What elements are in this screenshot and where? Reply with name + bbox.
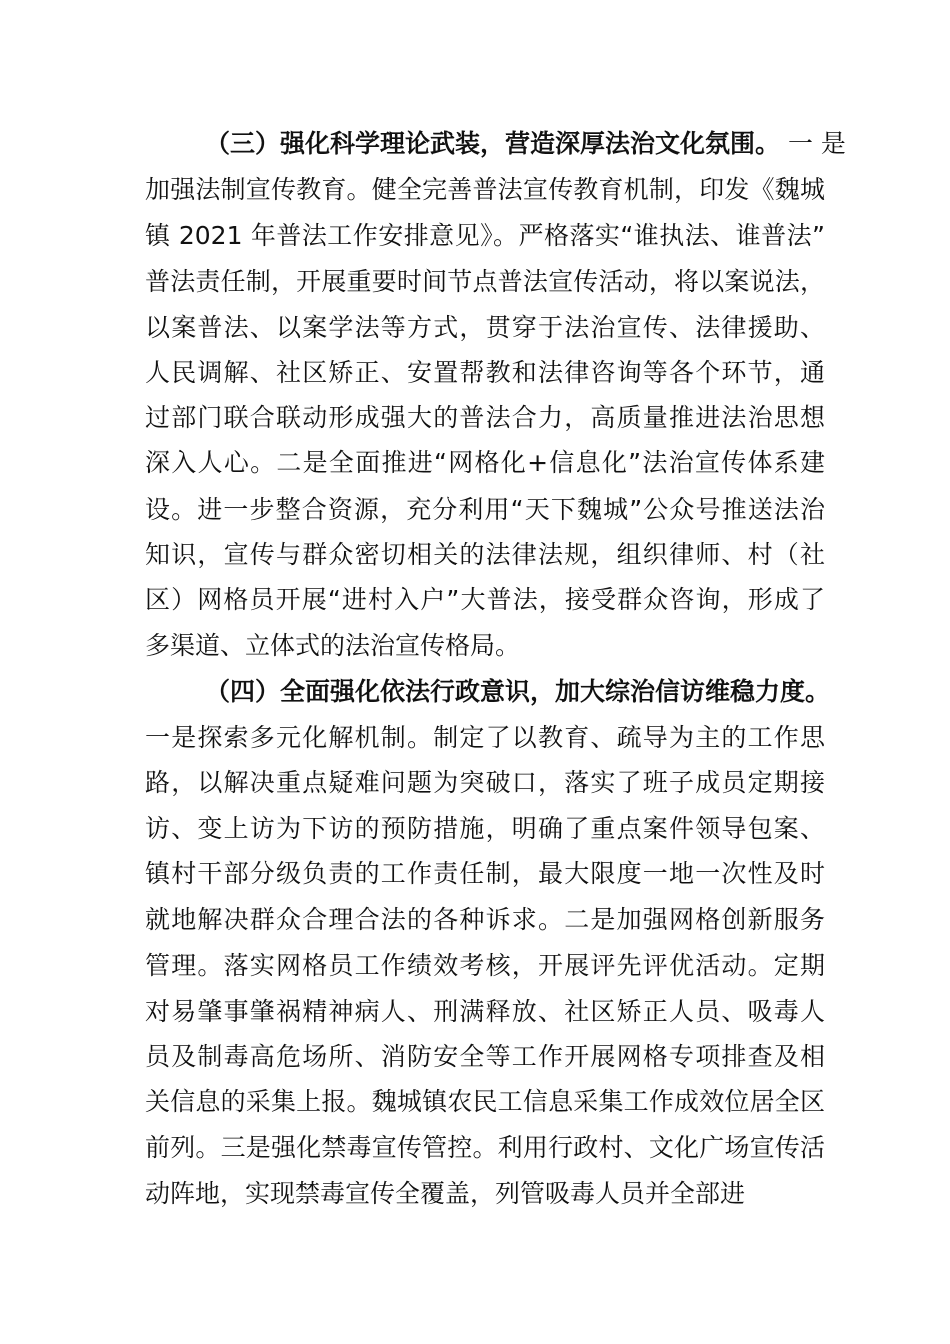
paragraph-line: 过部门联合联动形成强大的普法合力，高质量推进法治思想 <box>145 403 825 432</box>
paragraph-line: 深入人心。二是全面推进“网格化+信息化”法治宣传体系建 <box>145 448 825 477</box>
paragraph-line: 普法责任制，开展重要时间节点普法宣传活动，将以案说法， <box>145 267 825 296</box>
paragraph-line: 镇村干部分级负责的工作责任制，最大限度一地一次性及时 <box>145 859 825 888</box>
section-4-first-line <box>205 672 831 712</box>
paragraph-line: 人民调解、社区矫正、安置帮教和法律咨询等各个环节，通 <box>145 358 825 387</box>
section-4-heading: （四）全面强化依法行政意识，加大综治信访维稳力度。 <box>205 677 831 706</box>
section-3-first-line <box>205 124 846 164</box>
paragraph-line: 管理。落实网格员工作绩效考核，开展评先评优活动。定期 <box>145 951 825 980</box>
paragraph-line: 关信息的采集上报。魏城镇农民工信息采集工作成效位居全区 <box>145 1087 825 1116</box>
paragraph-line: 前列。三是强化禁毒宣传管控。利用行政村、文化广场宣传活 <box>145 1133 825 1162</box>
paragraph-line: 员及制毒高危场所、消防安全等工作开展网格专项排查及相 <box>145 1042 825 1071</box>
paragraph-line: 以案普法、以案学法等方式，贯穿于法治宣传、法律援助、 <box>145 313 825 342</box>
paragraph-line: 就地解决群众合理合法的各种诉求。二是加强网格创新服务 <box>145 905 825 934</box>
paragraph-line: 设。进一步整合资源，充分利用“天下魏城”公众号推送法治 <box>145 495 825 524</box>
paragraph-line: 知识，宣传与群众密切相关的法律法规，组织律师、村（社 <box>145 540 825 569</box>
paragraph-line: 镇 2021 年普法工作安排意见》。严格落实“谁执法、谁普法” <box>145 221 825 250</box>
paragraph-line: 加强法制宣传教育。健全完善普法宣传教育机制，印发《魏城 <box>145 175 825 204</box>
section-3-heading-tail: 一 是 <box>787 129 846 158</box>
paragraph-line: 区）网格员开展“进村入户”大普法，接受群众咨询，形成了 <box>145 585 825 614</box>
paragraph-line: 一是探索多元化解机制。制定了以教育、疏导为主的工作思 <box>145 723 825 752</box>
paragraph-line: 路，以解决重点疑难问题为突破口，落实了班子成员定期接 <box>145 768 825 797</box>
paragraph-line: 访、变上访为下访的预防措施，明确了重点案件领导包案、 <box>145 814 825 843</box>
section-3-heading: （三）强化科学理论武装，营造深厚法治文化氛围。 <box>205 129 781 158</box>
paragraph-line: 多渠道、立体式的法治宣传格局。 <box>145 631 521 660</box>
paragraph-line: 对易肇事肇祸精神病人、刑满释放、社区矫正人员、吸毒人 <box>145 997 825 1026</box>
paragraph-line: 动阵地，实现禁毒宣传全覆盖，列管吸毒人员并全部进 <box>145 1179 746 1208</box>
